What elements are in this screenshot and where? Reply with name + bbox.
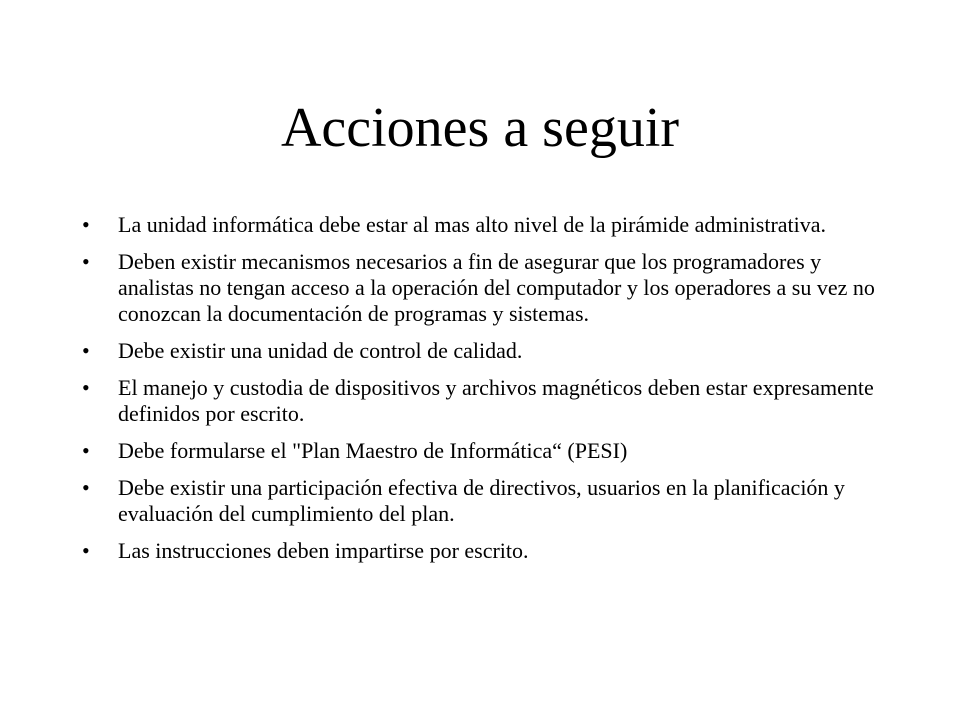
bullet-text: Las instrucciones deben impartirse por escrito. (118, 538, 529, 563)
bullet-item (82, 212, 882, 238)
bullet-text: Debe formularse el "Plan Maestro de Informática“ (PESI) (118, 438, 628, 463)
bullet-item (82, 538, 882, 564)
bullet-text: El manejo y custodia de dispositivos y archivos magnéticos deben estar expresamente definidos por escrito. (118, 375, 874, 426)
bullet-item (82, 375, 882, 427)
bullet-icon: • (82, 212, 90, 237)
bullet-icon: • (82, 338, 90, 363)
slide-title: Acciones a seguir (280, 97, 680, 159)
bullet-list (82, 212, 882, 575)
bullet-icon: • (82, 438, 90, 463)
bullet-item (82, 249, 882, 327)
bullet-icon: • (82, 249, 90, 274)
bullet-text: La unidad informática debe estar al mas alto nivel de la pirámide administrativa. (118, 212, 827, 237)
bullet-item (82, 475, 882, 527)
bullet-item (82, 438, 882, 464)
bullet-text: Deben existir mecanismos necesarios a fin de asegurar que los programadores y analistas no tengan acceso a la operación del computador y los operadores a su vez no conozcan la documentación de programas y sistemas. (118, 249, 875, 326)
bullet-icon: • (82, 475, 90, 500)
bullet-item (82, 338, 882, 364)
bullet-text: Debe existir una unidad de control de calidad. (118, 338, 523, 363)
bullet-icon: • (82, 538, 90, 563)
bullet-text: Debe existir una participación efectiva de directivos, usuarios en la planificación y evaluación del cumplimiento del plan. (118, 475, 845, 526)
bullet-icon: • (82, 375, 90, 400)
